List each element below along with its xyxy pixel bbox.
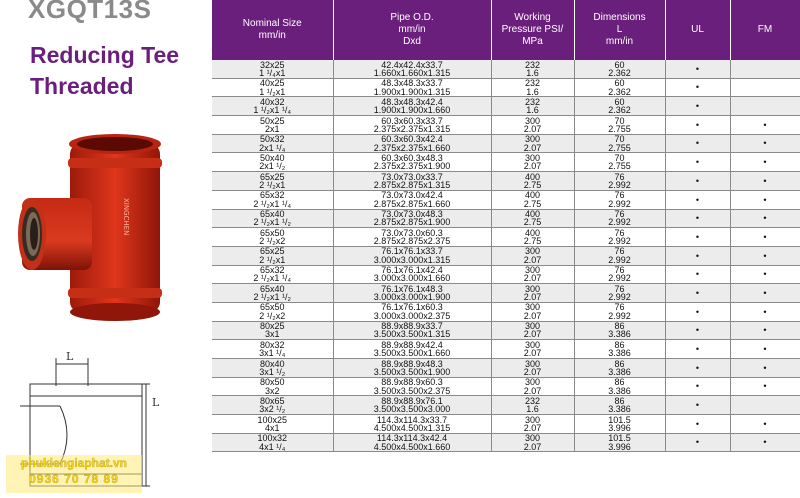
cell-ul: •	[665, 97, 730, 116]
cell-nominal-size: 50x25 2x1	[212, 116, 333, 135]
cell-dimension-l: 76 2.992	[574, 302, 665, 321]
cell-fm: •	[730, 377, 800, 396]
cell-dimension-l: 60 2.362	[574, 60, 665, 78]
table-row	[212, 377, 800, 396]
cell-ul: •	[665, 433, 730, 452]
cell-working-pressure: 300 2.07	[491, 134, 574, 153]
cell-ul: •	[665, 265, 730, 284]
cell-ul: •	[665, 246, 730, 265]
header-dimensions: Dimensions L mm/in	[574, 0, 665, 60]
cell-dimension-l: 76 2.992	[574, 246, 665, 265]
spec-table	[212, 0, 800, 452]
cell-pipe-od: 73.0x73.0x60.3 2.875x2.875x2.375	[333, 228, 491, 247]
cell-fm: •	[730, 228, 800, 247]
reducing-tee-photo	[16, 128, 206, 328]
dimension-label-l: L	[66, 350, 74, 363]
cell-working-pressure: 300 2.07	[491, 433, 574, 452]
product-model: XGQT13S	[28, 0, 152, 24]
cell-pipe-od: 48.3x48.3x42.4 1.900x1.900x1.660	[333, 97, 491, 116]
cell-nominal-size: 65x25 2 ¹/₂x1	[212, 246, 333, 265]
cell-dimension-l: 76 2.992	[574, 228, 665, 247]
cell-working-pressure: 232 1.6	[491, 60, 574, 78]
cell-ul: •	[665, 284, 730, 303]
cell-fm	[730, 60, 800, 78]
cell-fm: •	[730, 134, 800, 153]
cell-working-pressure: 400 2.75	[491, 190, 574, 209]
cell-fm: •	[730, 321, 800, 340]
cell-pipe-od: 88.9x88.9x48.3 3.500x3.500x1.900	[333, 359, 491, 378]
cell-working-pressure: 300 2.07	[491, 284, 574, 303]
header-working-pressure: Working Pressure PSI/ MPa	[491, 0, 574, 60]
cell-pipe-od: 73.0x73.0x33.7 2.875x2.875x1.315	[333, 172, 491, 191]
cell-working-pressure: 300 2.07	[491, 321, 574, 340]
cell-ul: •	[665, 396, 730, 415]
dimension-label-l-side: L	[152, 396, 160, 409]
cell-nominal-size: 100x32 4x1 ¹/₄	[212, 433, 333, 452]
cell-pipe-od: 60.3x60.3x33.7 2.375x2.375x1.315	[333, 116, 491, 135]
cell-pipe-od: 73.0x73.0x48.3 2.875x2.875x1.900	[333, 209, 491, 228]
cell-nominal-size: 80x50 3x2	[212, 377, 333, 396]
cell-fm: •	[730, 209, 800, 228]
cell-nominal-size: 50x40 2x1 ¹/₂	[212, 153, 333, 172]
table-row	[212, 116, 800, 135]
table-row	[212, 359, 800, 378]
cell-fm: •	[730, 265, 800, 284]
cell-pipe-od: 114.3x114.3x42.4 4.500x4.500x1.660	[333, 433, 491, 452]
product-title-line1: Reducing Tee	[30, 42, 180, 68]
cell-working-pressure: 300 2.07	[491, 359, 574, 378]
table-row	[212, 396, 800, 415]
cell-working-pressure: 232 1.6	[491, 97, 574, 116]
cell-pipe-od: 76.1x76.1x60.3 3.000x3.000x2.375	[333, 302, 491, 321]
header-nominal-size: Nominal Size mm/in	[212, 0, 333, 60]
table-row	[212, 60, 800, 78]
cell-fm: •	[730, 433, 800, 452]
table-row	[212, 172, 800, 191]
cell-working-pressure: 300 2.07	[491, 265, 574, 284]
cell-ul: •	[665, 340, 730, 359]
table-row	[212, 302, 800, 321]
cell-fm: •	[730, 153, 800, 172]
cell-nominal-size: 40x25 1 ¹/₂x1	[212, 78, 333, 97]
cell-pipe-od: 73.0x73.0x42.4 2.875x2.875x1.660	[333, 190, 491, 209]
cell-ul: •	[665, 415, 730, 434]
cell-working-pressure: 300 2.07	[491, 116, 574, 135]
cell-pipe-od: 88.9x88.9x60.3 3.500x3.500x2.375	[333, 377, 491, 396]
cell-fm: •	[730, 359, 800, 378]
cell-pipe-od: 60.3x60.3x42.4 2.375x2.375x1.660	[333, 134, 491, 153]
header-ul: UL	[665, 0, 730, 60]
table-header-row	[212, 0, 800, 60]
table-row	[212, 78, 800, 97]
cell-ul: •	[665, 60, 730, 78]
cell-working-pressure: 400 2.75	[491, 228, 574, 247]
cell-dimension-l: 86 3.386	[574, 359, 665, 378]
cell-fm: •	[730, 116, 800, 135]
cell-working-pressure: 300 2.07	[491, 153, 574, 172]
cell-nominal-size: 80x65 3x2 ¹/₂	[212, 396, 333, 415]
table-row	[212, 153, 800, 172]
table-row	[212, 321, 800, 340]
table-row	[212, 284, 800, 303]
cell-fm: •	[730, 190, 800, 209]
cell-dimension-l: 60 2.362	[574, 97, 665, 116]
cell-ul: •	[665, 321, 730, 340]
cell-pipe-od: 48.3x48.3x33.7 1.900x1.900x1.315	[333, 78, 491, 97]
cell-pipe-od: 76.1x76.1x42.4 3.000x3.000x1.660	[333, 265, 491, 284]
cell-fm: •	[730, 302, 800, 321]
table-row	[212, 190, 800, 209]
cell-dimension-l: 70 2.755	[574, 134, 665, 153]
cell-pipe-od: 88.9x88.9x76.1 3.500x3.500x3.000	[333, 396, 491, 415]
cell-nominal-size: 65x50 2 ¹/₂x2	[212, 302, 333, 321]
cell-dimension-l: 86 3.386	[574, 321, 665, 340]
cell-ul: •	[665, 116, 730, 135]
cell-nominal-size: 65x25 2 ¹/₂x1	[212, 172, 333, 191]
cell-working-pressure: 300 2.07	[491, 340, 574, 359]
cell-dimension-l: 101.5 3.996	[574, 433, 665, 452]
table-row	[212, 246, 800, 265]
table-row	[212, 134, 800, 153]
header-pipe-od: Pipe O.D. mm/in Dxd	[333, 0, 491, 60]
cell-fm: •	[730, 340, 800, 359]
watermark-site: phukiengiaphat.vn	[20, 456, 127, 470]
cell-working-pressure: 400 2.75	[491, 172, 574, 191]
cell-nominal-size: 100x25 4x1	[212, 415, 333, 434]
table-row	[212, 433, 800, 452]
cell-fm: •	[730, 172, 800, 191]
cell-working-pressure: 300 2.07	[491, 377, 574, 396]
cell-fm: •	[730, 284, 800, 303]
product-title-line2: Threaded	[30, 73, 134, 99]
cell-nominal-size: 65x50 2 ¹/₂x2	[212, 228, 333, 247]
cell-pipe-od: 42.4x42.4x33.7 1.660x1.660x1.315	[333, 60, 491, 78]
casting-text: XINGCHEN	[122, 198, 130, 236]
cell-dimension-l: 101.5 3.996	[574, 415, 665, 434]
cell-nominal-size: 40x32 1 ¹/₂x1 ¹/₄	[212, 97, 333, 116]
watermark	[6, 455, 142, 493]
cell-dimension-l: 76 2.992	[574, 190, 665, 209]
cell-dimension-l: 70 2.755	[574, 153, 665, 172]
cell-dimension-l: 86 3.386	[574, 340, 665, 359]
cell-ul: •	[665, 134, 730, 153]
cell-nominal-size: 32x25 1 ¹/₄x1	[212, 60, 333, 78]
table-row	[212, 97, 800, 116]
table-row	[212, 209, 800, 228]
cell-pipe-od: 76.1x76.1x33.7 3.000x3.000x1.315	[333, 246, 491, 265]
cell-nominal-size: 65x32 2 ¹/₂x1 ¹/₄	[212, 265, 333, 284]
table-row	[212, 340, 800, 359]
cell-nominal-size: 65x40 2 ¹/₂x1 ¹/₂	[212, 209, 333, 228]
cell-working-pressure: 232 1.6	[491, 396, 574, 415]
header-fm: FM	[730, 0, 800, 60]
cell-nominal-size: 65x40 2 ¹/₂x1 ¹/₂	[212, 284, 333, 303]
cell-ul: •	[665, 377, 730, 396]
cell-nominal-size: 80x32 3x1 ¹/₄	[212, 340, 333, 359]
cell-nominal-size: 50x32 2x1 ¹/₄	[212, 134, 333, 153]
table-row	[212, 228, 800, 247]
cell-fm: •	[730, 415, 800, 434]
cell-dimension-l: 86 3.386	[574, 377, 665, 396]
cell-ul: •	[665, 209, 730, 228]
cell-dimension-l: 60 2.362	[574, 78, 665, 97]
table-row	[212, 415, 800, 434]
cell-pipe-od: 60.3x60.3x48.3 2.375x2.375x1.900	[333, 153, 491, 172]
cell-fm	[730, 396, 800, 415]
cell-ul: •	[665, 78, 730, 97]
cell-fm: •	[730, 246, 800, 265]
cell-fm	[730, 78, 800, 97]
cell-ul: •	[665, 190, 730, 209]
cell-working-pressure: 400 2.75	[491, 209, 574, 228]
cell-pipe-od: 114.3x114.3x33.7 4.500x4.500x1.315	[333, 415, 491, 434]
cell-nominal-size: 80x40 3x1 ¹/₂	[212, 359, 333, 378]
cell-pipe-od: 88.9x88.9x33.7 3.500x3.500x1.315	[333, 321, 491, 340]
cell-fm	[730, 97, 800, 116]
cell-ul: •	[665, 302, 730, 321]
product-panel	[0, 0, 210, 498]
cell-working-pressure: 300 2.07	[491, 246, 574, 265]
cell-dimension-l: 76 2.992	[574, 172, 665, 191]
cell-dimension-l: 76 2.992	[574, 209, 665, 228]
cell-working-pressure: 300 2.07	[491, 415, 574, 434]
cell-ul: •	[665, 172, 730, 191]
cell-working-pressure: 300 2.07	[491, 302, 574, 321]
cell-dimension-l: 70 2.755	[574, 116, 665, 135]
cell-ul: •	[665, 153, 730, 172]
table-row	[212, 265, 800, 284]
cell-ul: •	[665, 359, 730, 378]
cell-dimension-l: 86 3.386	[574, 396, 665, 415]
cell-working-pressure: 232 1.6	[491, 78, 574, 97]
cell-nominal-size: 65x32 2 ¹/₂x1 ¹/₄	[212, 190, 333, 209]
cell-ul: •	[665, 228, 730, 247]
cell-pipe-od: 88.9x88.9x42.4 3.500x3.500x1.660	[333, 340, 491, 359]
product-title	[30, 40, 179, 102]
cell-dimension-l: 76 2.992	[574, 265, 665, 284]
cell-dimension-l: 76 2.992	[574, 284, 665, 303]
cell-pipe-od: 76.1x76.1x48.3 3.000x3.000x1.900	[333, 284, 491, 303]
cell-nominal-size: 80x25 3x1	[212, 321, 333, 340]
watermark-phone: 0936 70 78 89	[29, 472, 119, 486]
